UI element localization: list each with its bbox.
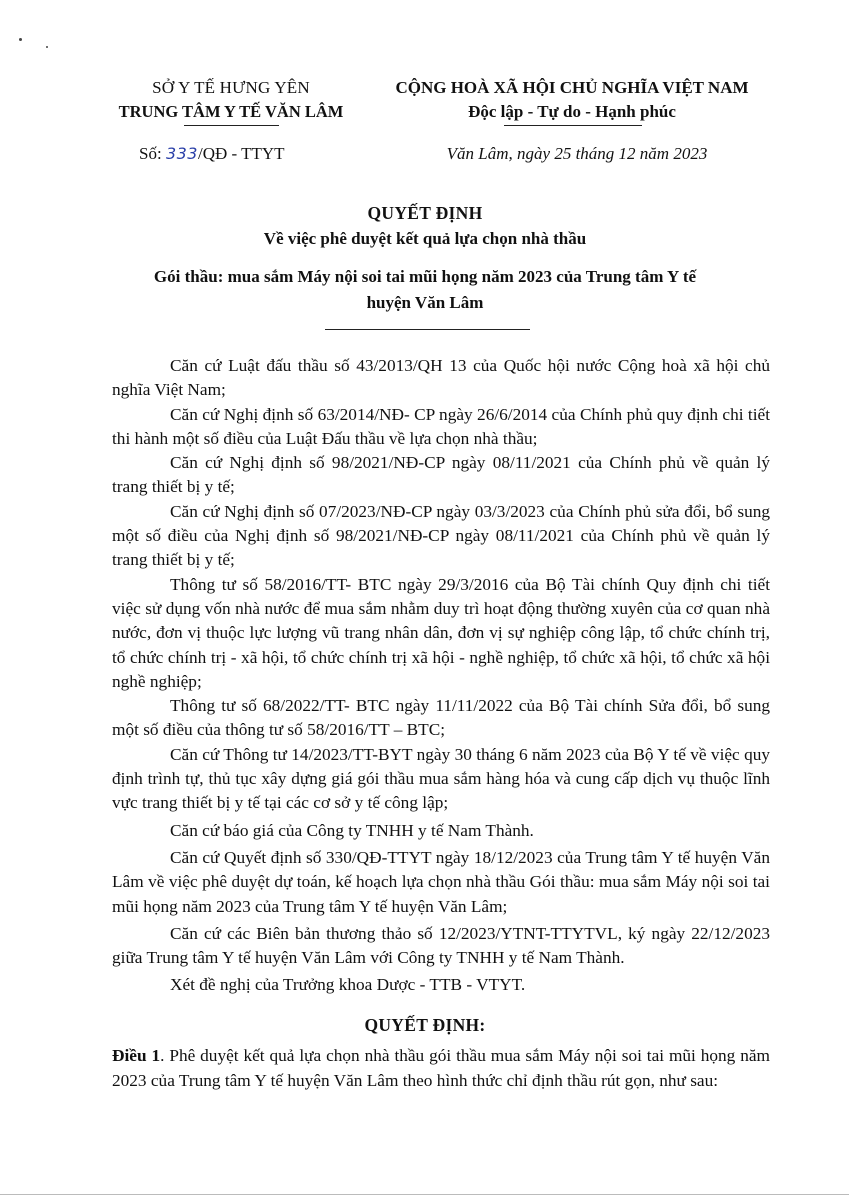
title-subject-line2: huyện Văn Lâm <box>366 293 484 312</box>
document-title <box>100 200 750 316</box>
department-name: SỞ Y TẾ HƯNG YÊN <box>152 78 310 97</box>
article-1 <box>112 1044 770 1093</box>
number-prefix: Số: <box>139 144 162 163</box>
document-number <box>139 142 285 166</box>
title-main: QUYẾT ĐỊNH <box>367 203 483 223</box>
page-edge <box>0 1194 849 1195</box>
basis-paragraph: Căn cứ Nghị định số 98/2021/NĐ-CP ngày 08/11/2021 của Chính phủ về quản lý trang thiết bị y tế; <box>112 453 770 497</box>
national-motto: Độc lập - Tự do - Hạnh phúc <box>468 102 676 121</box>
basis-paragraph: Căn cứ báo giá của Công ty TNHH y tế Nam Thành. <box>170 820 534 840</box>
title-subject-line1: Gói thầu: mua sắm Máy nội soi tai mũi họng năm 2023 của Trung tâm Y tế <box>153 267 697 286</box>
organization-name: TRUNG TÂM Y TẾ VĂN LÂM <box>118 102 344 121</box>
basis-paragraph: Căn cứ Nghị định số 07/2023/NĐ-CP ngày 03/3/2023 của Chính phủ sửa đổi, bổ sung một số điều của Nghị định số 98/2021/NĐ-CP ngày 08/11/2021 của Chính phủ về quản lý trang thiết bị y tế; <box>112 501 770 570</box>
motto-underline <box>504 125 642 126</box>
article-label: Điều 1 <box>112 1046 161 1065</box>
issuer-underline <box>184 125 279 126</box>
basis-paragraph: Căn cứ Nghị định số 63/2014/NĐ- CP ngày 26/6/2014 của Chính phủ quy định chi tiết thi hành một số điều của Luật Đấu thầu về lựa chọn nhà thầu; <box>112 404 770 448</box>
basis-paragraph: Thông tư số 58/2016/TT- BTC ngày 29/3/2016 của Bộ Tài chính Quy định chi tiết việc sử dụng vốn nhà nước để mua sắm nhằm duy trì hoạt động thường xuyên của cơ quan nhà nước, đơn vị thuộc lực lượng vũ trang nhân dân, đơn vị sự nghiệp công lập, tổ chức chính trị, tổ chức chính trị - xã hội, tổ chức chính trị xã hội - nghề nghiệp, tổ chức xã hội, tổ chức xã hội nghề nghiệp; <box>112 574 770 691</box>
decision-heading: QUYẾT ĐỊNH: <box>364 1015 486 1035</box>
legal-basis <box>112 354 770 998</box>
basis-paragraph: Căn cứ Thông tư 14/2023/TT-BYT ngày 30 tháng 6 năm 2023 của Bộ Y tế về việc quy định trình tự, thủ tục xây dựng giá gói thầu mua sắm hàng hóa và cung cấp dịch vụ thuộc lĩnh vực trang thiết bị y tế tại các cơ sở y tế công lập; <box>112 744 770 813</box>
basis-paragraph: Xét đề nghị của Trưởng khoa Dược - TTB - VTYT. <box>170 975 526 995</box>
basis-paragraph: Căn cứ các Biên bản thương thảo số 12/2023/YTNT-TTYTVL, ký ngày 22/12/2023 giữa Trung tâm Y tế huyện Văn Lâm với Công ty TNHH y tế Nam Thành. <box>112 923 770 968</box>
issuer-block <box>96 76 366 124</box>
national-header <box>372 76 772 124</box>
title-about: Về việc phê duyệt kết quả lựa chọn nhà thầu <box>263 229 587 248</box>
title-divider <box>325 329 530 330</box>
article-text: . Phê duyệt kết quả lựa chọn nhà thầu gói thầu mua sắm Máy nội soi tai mũi họng năm 2023 của Trung tâm Y tế huyện Văn Lâm theo hình thức chỉ định thầu rút gọn, như sau: <box>112 1046 770 1090</box>
basis-paragraph: Thông tư số 68/2022/TT- BTC ngày 11/11/2022 của Bộ Tài chính Sửa đổi, bổ sung một số điều của thông tư số 58/2016/TT – BTC; <box>112 696 770 740</box>
basis-paragraph: Căn cứ Luật đấu thầu số 43/2013/QH 13 của Quốc hội nước Cộng hoà xã hội chủ nghĩa Việt Nam; <box>112 356 770 400</box>
date-place: Văn Lâm, ngày 25 tháng 12 năm 2023 <box>446 144 708 163</box>
scan-speck <box>19 38 22 41</box>
number-suffix: /QĐ - TTYT <box>197 144 285 163</box>
handwritten-number: 333 <box>165 144 198 163</box>
basis-paragraph: Căn cứ Quyết định số 330/QĐ-TTYT ngày 18/12/2023 của Trung tâm Y tế huyện Văn Lâm về việc phê duyệt dự toán, kế hoạch lựa chọn nhà thầu Gói thầu: mua sắm Máy nội soi tai mũi họng năm 2023 của Trung tâm Y tế huyện Văn Lâm; <box>112 847 770 916</box>
scan-speck <box>46 46 48 48</box>
country-name: CỘNG HOÀ XÃ HỘI CHỦ NGHĨA VIỆT NAM <box>395 78 749 97</box>
